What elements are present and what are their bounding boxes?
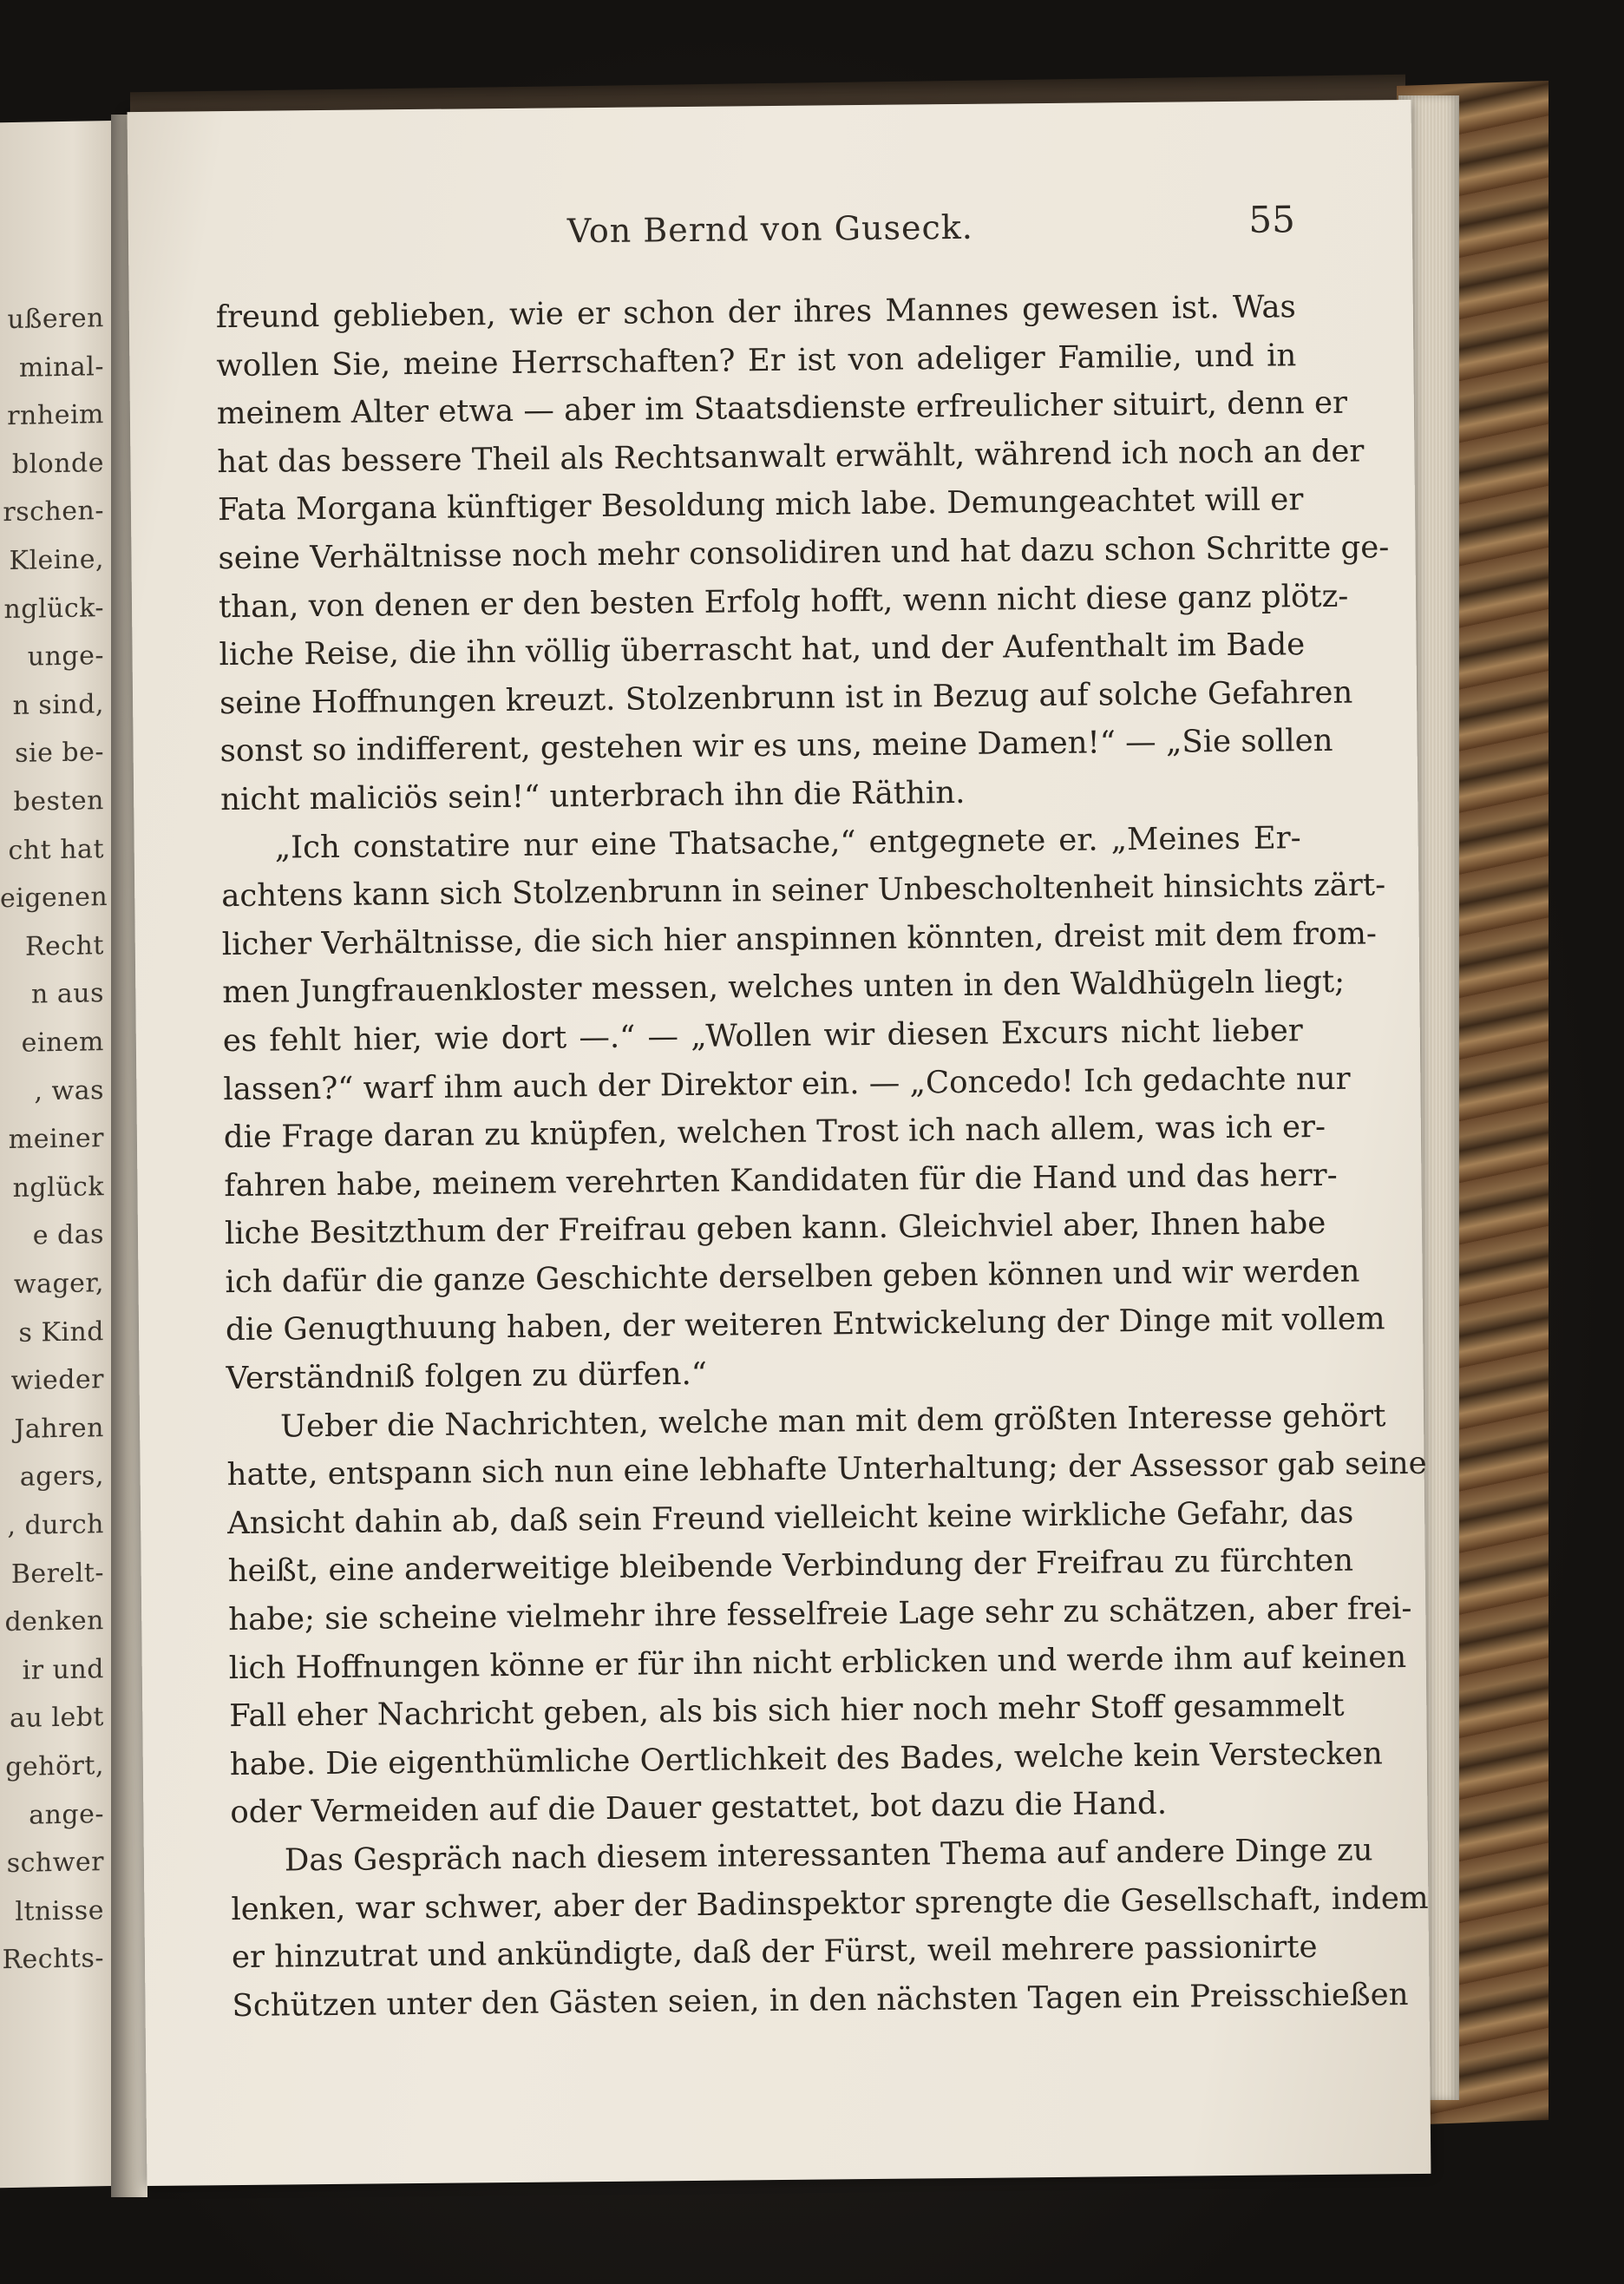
left-page-fragment: ltnisse bbox=[15, 1894, 104, 1927]
text-line: freund geblieben, wie er schon der ihres Mannes gewesen ist. Was bbox=[215, 289, 1296, 336]
left-page-fragment: eigenen bbox=[0, 882, 108, 915]
text-line: habe. Die eigenthümliche Oertlichkeit des Bades, welche kein Verstecken bbox=[229, 1736, 1383, 1782]
text-line: die Frage daran zu knüpfen, welchen Trost ich nach allem, was ich er- bbox=[223, 1109, 1326, 1156]
text-line: lassen?“ warf ihm auch der Direktor ein. — „Concedo! Ich gedachte nur bbox=[223, 1060, 1351, 1107]
left-page-fragment: wieder bbox=[10, 1364, 104, 1397]
text-line: men Jungfrauenkloster messen, welches unten in den Waldhügeln liegt; bbox=[222, 964, 1346, 1011]
page-header bbox=[128, 198, 1413, 268]
left-page-fragment: n aus bbox=[31, 978, 104, 1010]
left-page-fragment: gehört, bbox=[5, 1750, 104, 1783]
left-page-fragment: unge- bbox=[27, 640, 104, 673]
left-page-fragment: Jahren bbox=[14, 1412, 104, 1445]
left-page-fragment: s Kind bbox=[18, 1316, 104, 1349]
left-page-fragment: agers, bbox=[19, 1460, 104, 1493]
left-page-fragment: minal- bbox=[19, 351, 104, 384]
page-number: 55 bbox=[1248, 198, 1296, 241]
body-text bbox=[215, 283, 1429, 2030]
left-page-fragment: schwer bbox=[6, 1847, 104, 1880]
text-line: liche Besitzthum der Freifrau geben kann. Gleichviel aber, Ihnen habe bbox=[224, 1205, 1326, 1252]
left-page-fragment: e das bbox=[32, 1219, 104, 1251]
text-line: nicht maliciös sein!“ unterbrach ihn die Räthin. bbox=[219, 774, 966, 818]
left-page-fragment: sie be- bbox=[15, 737, 104, 770]
text-line: Das Gespräch nach diesem interessanten Thema auf andere Dinge zu bbox=[284, 1832, 1373, 1879]
left-page-fragment: au lebt bbox=[10, 1702, 104, 1735]
left-facing-page bbox=[0, 121, 121, 2188]
left-page-fragment: rnheim bbox=[7, 399, 104, 432]
text-line: Ansicht dahin ab, daß sein Freund vielleicht keine wirkliche Gefahr, das bbox=[226, 1494, 1354, 1541]
text-line: Verständniß folgen zu dürfen.“ bbox=[226, 1355, 708, 1397]
text-line: lenken, war schwer, aber der Badinspektor sprengte die Gesellschaft, indem bbox=[231, 1880, 1429, 1927]
left-page-fragment: besten bbox=[13, 785, 104, 817]
text-line: than, von denen er den besten Erfolg hofft, wenn nicht diese ganz plötz- bbox=[218, 578, 1349, 625]
left-page-fragment: Berelt- bbox=[10, 1557, 104, 1590]
left-page-fragment: Kleine, bbox=[9, 544, 104, 577]
left-page-fragment: Rechts- bbox=[2, 1943, 104, 1976]
text-line: es fehlt hier, wie dort —.“ — „Wollen wir diesen Excurs nicht lieber bbox=[222, 1013, 1303, 1060]
text-line: fahren habe, meinem verehrten Kandidaten für die Hand und das herr- bbox=[224, 1157, 1338, 1204]
text-line: „Ich constatire nur eine Thatsache,“ entgegnete er. „Meines Er- bbox=[274, 819, 1301, 866]
running-head: Von Bernd von Guseck. bbox=[566, 207, 974, 251]
left-page-fragment: cht hat bbox=[8, 833, 104, 866]
text-line: lich Hoffnungen könne er für ihn nicht erblicken und werde ihm auf keinen bbox=[228, 1638, 1407, 1686]
text-line: meinem Alter etwa — aber im Staatsdienste erfreulicher situirt, denn er bbox=[216, 384, 1348, 432]
text-line: habe; sie scheine vielmehr ihre fesselfreie Lage sehr zu schätzen, aber frei- bbox=[228, 1591, 1412, 1638]
left-page-fragment: ange- bbox=[29, 1798, 104, 1831]
left-page-fragment: nglück- bbox=[3, 592, 104, 625]
left-page-fragment: n sind, bbox=[12, 688, 104, 721]
text-line: die Genugthuung haben, der weiteren Entwickelung der Dinge mit vollem bbox=[225, 1301, 1385, 1349]
text-line: seine Hoffnungen kreuzt. Stolzenbrunn ist in Bezug auf solche Gefahren bbox=[219, 674, 1353, 721]
left-page-fragment: Recht bbox=[24, 929, 104, 962]
left-page-fragment: , was bbox=[34, 1074, 104, 1107]
left-page-fragment: nglück bbox=[12, 1171, 104, 1204]
text-line: Ueber die Nachrichten, welche man mit dem größten Interesse gehört bbox=[279, 1397, 1386, 1445]
text-line: Fall eher Nachricht geben, als bis sich hier noch mehr Stoff gesammelt bbox=[229, 1687, 1345, 1735]
left-page-fragment: einem bbox=[21, 1027, 104, 1059]
left-page-fragment: wager, bbox=[13, 1268, 104, 1300]
text-line: Fata Morgana künftiger Besoldung mich labe. Demungeachtet will er bbox=[217, 482, 1304, 528]
text-line: ich dafür die ganze Geschichte derselben geben können und wir werden bbox=[225, 1253, 1360, 1301]
text-line: licher Verhältnisse, die sich hier anspinnen könnten, dreist mit dem from- bbox=[221, 916, 1378, 962]
text-line: hatte, entspann sich nun eine lebhafte Unterhaltung; der Assessor gab seine bbox=[226, 1446, 1427, 1493]
left-page-fragment: ir und bbox=[22, 1653, 104, 1686]
text-line: seine Verhältnisse noch mehr consolidiren und hat dazu schon Schritte ge- bbox=[218, 529, 1390, 577]
text-line: heißt, eine anderweitige bleibende Verbindung der Freifrau zu fürchten bbox=[227, 1543, 1354, 1590]
text-line: oder Vermeiden auf die Dauer gestattet, bot dazu die Hand. bbox=[230, 1786, 1168, 1831]
left-page-fragment: meiner bbox=[8, 1123, 104, 1156]
left-page-fragment: blonde bbox=[11, 447, 104, 480]
text-line: wollen Sie, meine Herrschaften? Er ist von adeliger Familie, und in bbox=[216, 337, 1297, 384]
text-line: liche Reise, die ihn völlig überrascht hat, und der Aufenthalt im Bade bbox=[219, 627, 1306, 673]
text-line: sonst so indifferent, gestehen wir es uns, meine Damen!“ — „Sie sollen bbox=[219, 723, 1333, 770]
left-page-fragment: denken bbox=[4, 1605, 104, 1638]
left-page-fragment: ußeren bbox=[7, 303, 104, 336]
text-line: hat das bessere Theil als Rechtsanwalt erwählt, während ich noch an der bbox=[217, 433, 1365, 480]
left-page-fragment: rschen- bbox=[3, 496, 104, 528]
left-page-fragment: , durch bbox=[7, 1509, 104, 1542]
text-line: er hinzutrat und ankündigte, daß der Fürst, weil mehrere passionirte bbox=[231, 1929, 1318, 1976]
text-line: achtens kann sich Stolzenbrunn in seiner Unbescholtenheit hinsichts zärt- bbox=[221, 867, 1386, 915]
book-page bbox=[128, 100, 1431, 2186]
text-line: Schützen unter den Gästen seien, in den nächsten Tagen ein Preisschießen bbox=[232, 1976, 1409, 2024]
